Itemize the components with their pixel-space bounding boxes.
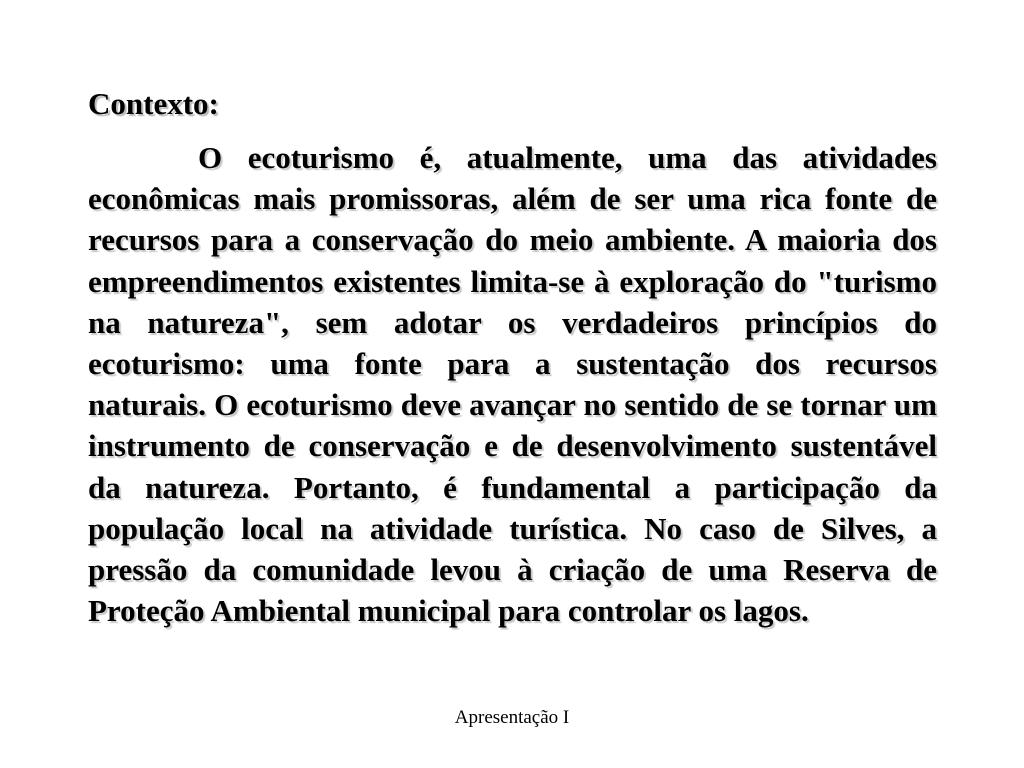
slide-body-paragraph: O ecoturismo é, atualmente, uma das atividades econômicas mais promissoras, além de ser uma rica fonte de recursos para a conservação do meio ambiente. A maioria dos empreendimentos existentes limita-se à exploração do "turismo na natureza", sem adotar os verdadeiros princípios do ecoturismo: uma fonte para a sustentação dos recursos naturais. O ecoturismo deve avançar no sentido de se tornar um instrumento de conservação e de desenvolvimento sustentável da natureza. Portanto, é fundamental a participação da população local na atividade turística. No caso de Silves, a pressão da comunidade levou à criação de uma Reserva de Proteção Ambiental municipal para controlar os lagos. [88,140,937,629]
slide-title: Contexto: [88,86,219,121]
slide-footer: Apresentação I [454,707,570,728]
